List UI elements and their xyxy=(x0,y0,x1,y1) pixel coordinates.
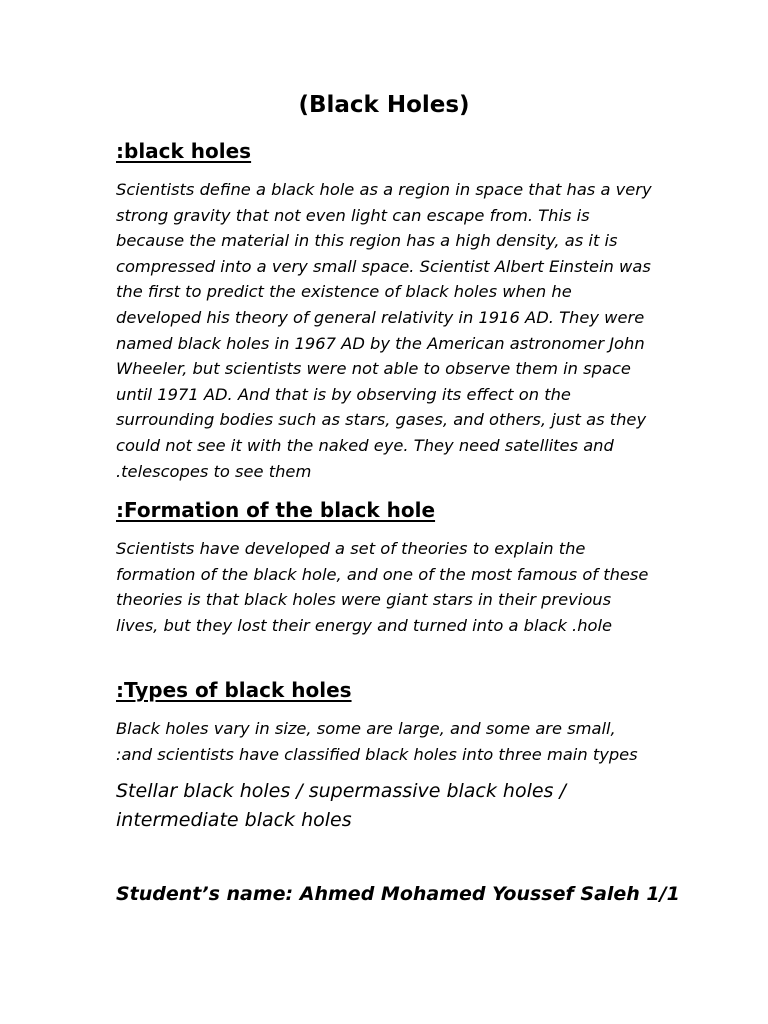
section-heading-types: :Types of black holes xyxy=(116,678,352,702)
section-body-formation: Scientists have developed a set of theories to explain the formation of the black hole, and one of the most famous of these theories is that black holes were giant stars in their previous lives, but they lost their energy and turned into a black .hole xyxy=(116,539,649,635)
section-body-types: Black holes vary in size, some are large, and some are small, :and scientists have classified black holes into three main types xyxy=(116,719,638,764)
types-list: Stellar black holes / supermassive black holes / intermediate black holes xyxy=(116,780,566,831)
document-page xyxy=(116,0,680,1024)
document-title: (Black Holes) xyxy=(298,92,470,118)
student-name: Student’s name: Ahmed Mohamed Youssef Saleh 1/1 xyxy=(116,883,680,905)
section-heading-black-holes: :black holes xyxy=(116,139,252,163)
section-heading-formation: :Formation of the black hole xyxy=(116,498,436,522)
section-body-black-holes: Scientists define a black hole as a region in space that has a very strong gravity that not even light can escape from. This is because the material in this region has a high density, as it is compressed into a very small space. Scientist Albert Einstein was the first to predict the existence of black holes when he developed his theory of general relativity in 1916 AD. They were named black holes in 1967 AD by the American astronomer John Wheeler, but scientists were not able to observe them in space until 1971 AD. And that is by observing its effect on the surrounding bodies such as stars, gases, and others, just as they could not see it with the naked eye. They need satellites and .telescopes to see them xyxy=(116,180,652,481)
